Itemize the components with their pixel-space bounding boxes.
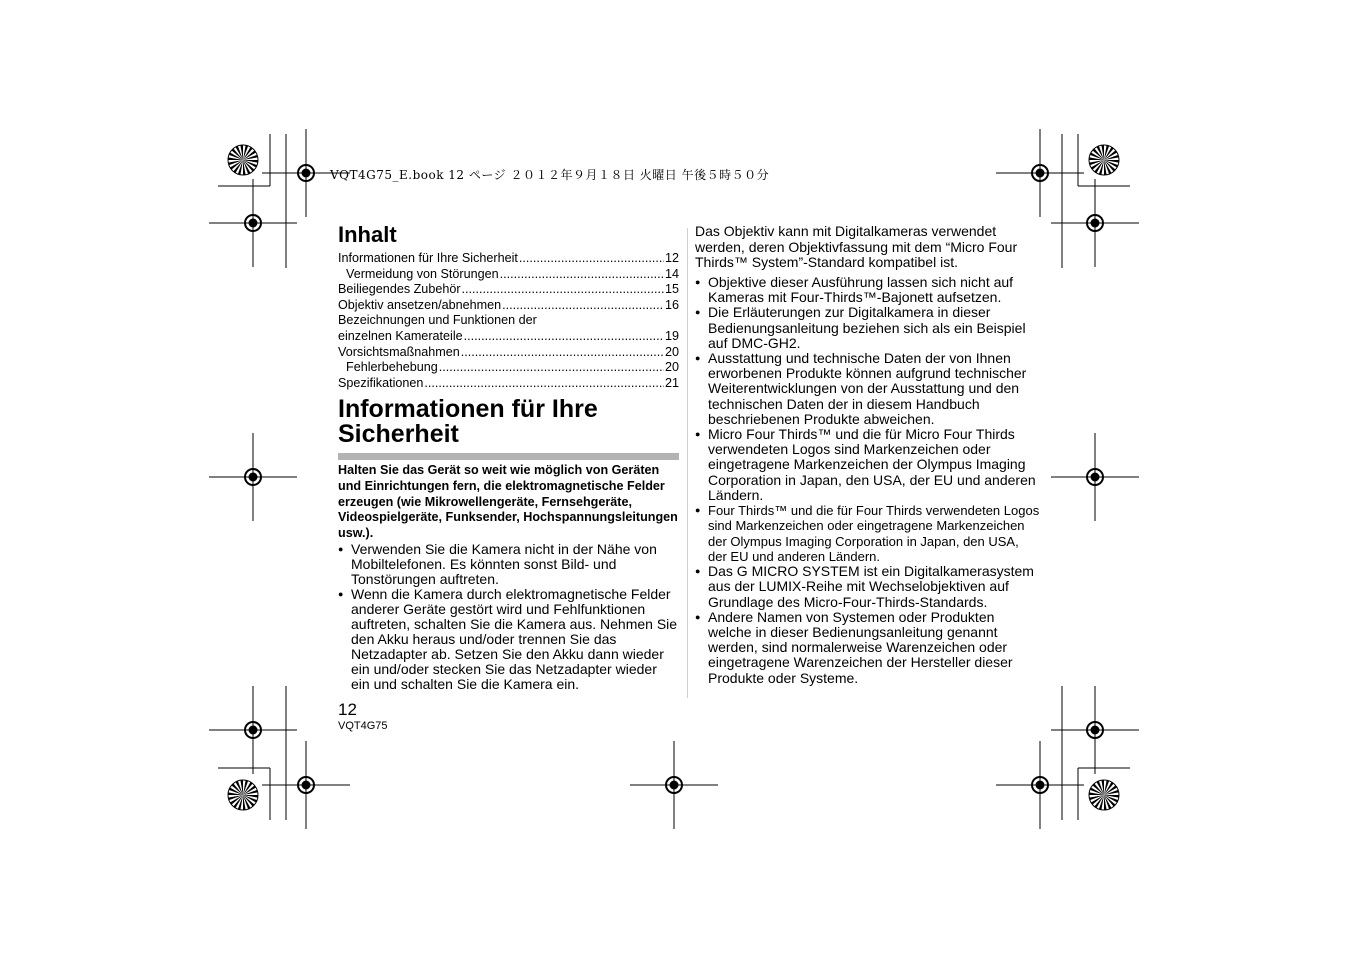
lens-intro: Das Objektiv kann mit Digitalkameras verwendet werden, deren Objektivfassung mit dem “Micro Four Thirds™ System”-Standard kompatibel ist.: [695, 223, 1018, 270]
list-item: ● Objektive dieser Ausführung lassen sich nicht auf Kameras mit Four-Thirds™-Bajonett aufsetzen.: [695, 275, 1040, 305]
list-item: ● Andere Namen von Systemen oder Produkten welche in dieser Bedienungsanleitung genannt werden, sind normalerweise Warenzeichen oder eingetragene Warenzeichen der Hersteller dieser Produkte oder Systeme.: [695, 610, 1040, 686]
star-target-icon: [228, 145, 258, 175]
list-item: ● Wenn die Kamera durch elektromagnetische Felder anderer Geräte gestört wird und Fehlfunktionen auftreten, schalten Sie die Kamera aus. Nehmen Sie den Akku heraus und/oder trennen Sie das Netzadapter ab. Setzen Sie den Akku dann wieder ein und/oder stecken Sie das Netzadapter wieder ein und schalten Sie die Kamera ein.: [338, 587, 679, 692]
file-header: VQT4G75_E.book 12 ページ ２０１２年９月１８日 火曜日 午後５時５０分: [330, 168, 770, 182]
registration-mark-icon: [262, 741, 350, 829]
registration-mark-icon: [1051, 179, 1139, 267]
list-item: ● Four Thirds™ und die für Four Thirds verwendeten Logos sind Markenzeichen oder eingetragene Markenzeichen der Olympus Imaging Corporation in Japan, den USA, der EU und anderen Ländern.: [695, 503, 1040, 564]
registration-mark-icon: [209, 433, 297, 521]
safety-bullets: [338, 542, 679, 692]
registration-mark-icon: [1051, 433, 1139, 521]
toc-entry: Vorsichtsmaßnahmen ..... 20: [338, 345, 679, 361]
list-item: ● Die Erläuterungen zur Digitalkamera in dieser Bedienungsanleitung beziehen sich als ein Beispiel auf DMC-GH2.: [695, 305, 1040, 351]
toc-entry: Informationen für Ihre Sicherheit ..... 12: [338, 251, 679, 267]
registration-mark-icon: [209, 179, 297, 267]
registration-mark-icon: [1051, 686, 1139, 774]
list-item: ● Ausstattung und technische Daten der von Ihnen erworbenen Produkte können aufgrund technischer Weiterentwicklungen von der Ausstattung und den technischen Daten der in diesem Handbuch beschriebenen Produkte abweichen.: [695, 351, 1040, 427]
toc-entry: Vermeidung von Störungen ..... 14: [338, 267, 679, 283]
table-of-contents: [338, 251, 679, 391]
column-divider: [687, 228, 688, 698]
page-number: 12: [338, 700, 357, 719]
toc-title: Inhalt: [338, 222, 397, 247]
list-item: ● Verwenden Sie die Kamera nicht in der Nähe von Mobiltelefonen. Es könnten sonst Bild- und Tonstörungen auftreten.: [338, 542, 679, 587]
registration-mark-icon: [996, 129, 1084, 217]
lens-notes: [695, 275, 1040, 686]
toc-entry: Spezifikationen ..... 21: [338, 376, 679, 392]
star-target-icon: [228, 780, 258, 810]
toc-entry: Bezeichnungen und Funktionen der: [338, 313, 537, 328]
heading-rule: [338, 453, 679, 460]
toc-entry: Fehlerbehebung ..... 20: [338, 360, 679, 376]
list-item: ● Das G MICRO SYSTEM ist ein Digitalkamerasystem aus der LUMIX-Reihe mit Wechselobjektiven auf Grundlage des Micro-Four-Thirds-Standards.: [695, 564, 1040, 610]
safety-heading: Informationen für Ihre Sicherheit: [338, 395, 598, 448]
document-code: VQT4G75: [338, 720, 388, 732]
safety-warning: Halten Sie das Gerät so weit wie möglich von Geräten und Einrichtungen fern, die elektromagnetische Felder erzeugen (wie Mikrowellengeräte, Fernsehgeräte, Videospielgeräte, Funksender, Hochspannungsleitungen usw.).: [338, 463, 678, 541]
registration-mark-icon: [630, 741, 718, 829]
registration-mark-icon: [996, 741, 1084, 829]
star-target-icon: [1089, 145, 1119, 175]
toc-entry: Beiliegendes Zubehör ..... 15: [338, 282, 679, 298]
registration-mark-icon: [209, 686, 297, 774]
toc-entry: Objektiv ansetzen/abnehmen ..... 16: [338, 298, 679, 314]
list-item: ● Micro Four Thirds™ und die für Micro Four Thirds verwendeten Logos sind Markenzeichen oder eingetragene Markenzeichen der Olympus Imaging Corporation in Japan, den USA, der EU und anderen Ländern.: [695, 427, 1040, 503]
star-target-icon: [1089, 780, 1119, 810]
toc-entry: einzelnen Kamerateile ..... 19: [338, 329, 679, 345]
